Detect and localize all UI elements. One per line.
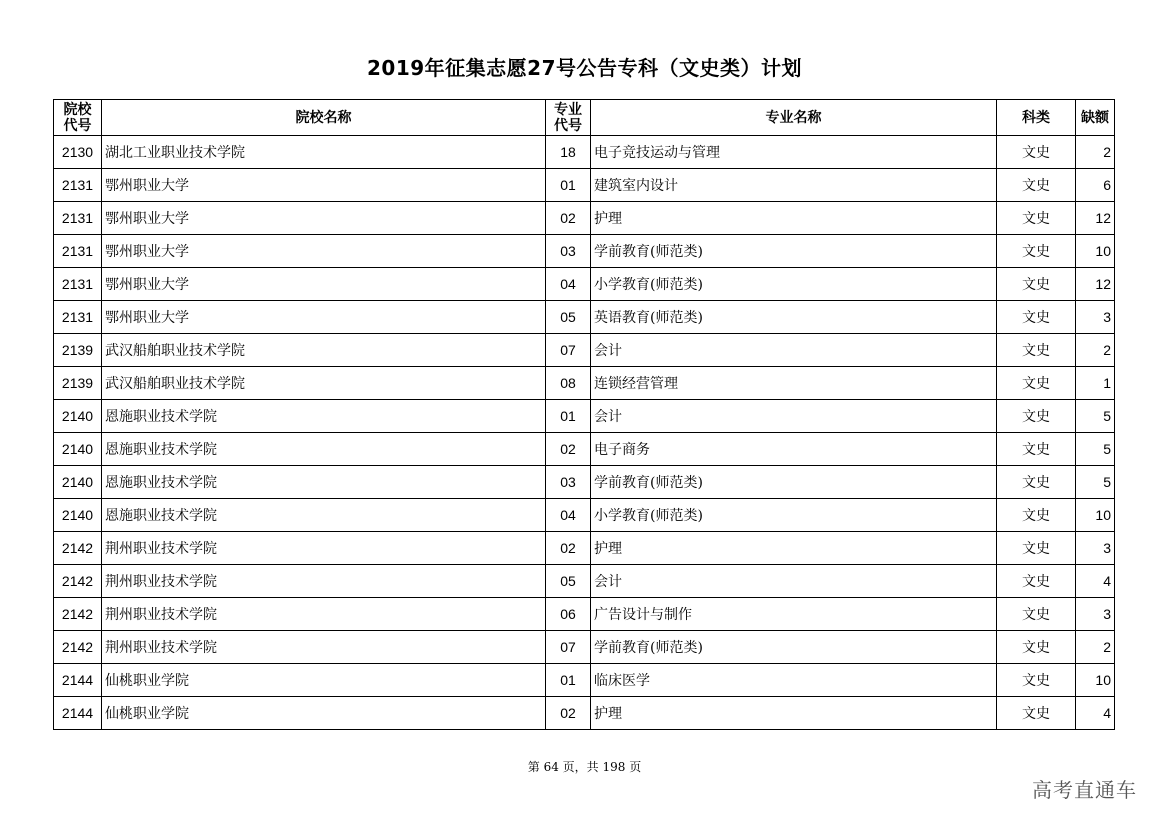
cell-vacancy: 12	[1076, 268, 1115, 301]
cell-major-code: 01	[546, 664, 591, 697]
cell-vacancy: 3	[1076, 598, 1115, 631]
cell-major-name: 会计	[591, 334, 997, 367]
cell-school-name: 武汉船舶职业技术学院	[102, 334, 546, 367]
cell-category: 文史	[997, 433, 1076, 466]
cell-major-code: 04	[546, 499, 591, 532]
cell-school-code: 2144	[54, 664, 102, 697]
cell-school-name: 恩施职业技术学院	[102, 499, 546, 532]
cell-category: 文史	[997, 532, 1076, 565]
table-row	[54, 367, 1115, 400]
cell-school-code: 2131	[54, 268, 102, 301]
table-row	[54, 433, 1115, 466]
cell-school-name: 鄂州职业大学	[102, 202, 546, 235]
cell-school-code: 2140	[54, 433, 102, 466]
cell-vacancy: 4	[1076, 697, 1115, 730]
cell-vacancy: 2	[1076, 136, 1115, 169]
cell-major-name: 学前教育(师范类)	[591, 466, 997, 499]
table-row	[54, 664, 1115, 697]
cell-school-name: 鄂州职业大学	[102, 268, 546, 301]
cell-major-code: 18	[546, 136, 591, 169]
header-school-code: 院校代号	[54, 100, 102, 136]
cell-school-code: 2130	[54, 136, 102, 169]
cell-major-code: 02	[546, 433, 591, 466]
cell-school-code: 2142	[54, 598, 102, 631]
cell-category: 文史	[997, 565, 1076, 598]
cell-category: 文史	[997, 466, 1076, 499]
cell-school-name: 荆州职业技术学院	[102, 631, 546, 664]
cell-major-code: 08	[546, 367, 591, 400]
cell-category: 文史	[997, 268, 1076, 301]
cell-major-name: 小学教育(师范类)	[591, 499, 997, 532]
cell-major-name: 小学教育(师范类)	[591, 268, 997, 301]
page-title: 2019年征集志愿27号公告专科（文史类）计划	[367, 56, 802, 80]
cell-vacancy: 6	[1076, 169, 1115, 202]
cell-major-code: 01	[546, 400, 591, 433]
cell-major-code: 07	[546, 334, 591, 367]
cell-school-name: 荆州职业技术学院	[102, 598, 546, 631]
cell-category: 文史	[997, 598, 1076, 631]
cell-school-code: 2131	[54, 169, 102, 202]
cell-school-code: 2140	[54, 400, 102, 433]
header-major-code: 专业代号	[546, 100, 591, 136]
cell-category: 文史	[997, 367, 1076, 400]
cell-school-code: 2142	[54, 631, 102, 664]
cell-major-code: 05	[546, 301, 591, 334]
table-row	[54, 499, 1115, 532]
cell-category: 文史	[997, 136, 1076, 169]
cell-major-name: 临床医学	[591, 664, 997, 697]
cell-school-name: 荆州职业技术学院	[102, 532, 546, 565]
cell-category: 文史	[997, 235, 1076, 268]
cell-vacancy: 3	[1076, 532, 1115, 565]
cell-major-name: 会计	[591, 400, 997, 433]
cell-vacancy: 12	[1076, 202, 1115, 235]
cell-school-name: 恩施职业技术学院	[102, 466, 546, 499]
cell-school-code: 2139	[54, 367, 102, 400]
cell-vacancy: 3	[1076, 301, 1115, 334]
table-row	[54, 565, 1115, 598]
cell-major-code: 06	[546, 598, 591, 631]
cell-major-name: 学前教育(师范类)	[591, 235, 997, 268]
cell-vacancy: 5	[1076, 433, 1115, 466]
table-row	[54, 235, 1115, 268]
cell-vacancy: 2	[1076, 334, 1115, 367]
cell-major-code: 03	[546, 466, 591, 499]
cell-major-name: 广告设计与制作	[591, 598, 997, 631]
plan-table	[53, 99, 1115, 730]
cell-major-name: 会计	[591, 565, 997, 598]
table-row	[54, 136, 1115, 169]
cell-vacancy: 2	[1076, 631, 1115, 664]
cell-vacancy: 10	[1076, 499, 1115, 532]
table-row	[54, 697, 1115, 730]
cell-school-name: 湖北工业职业技术学院	[102, 136, 546, 169]
header-vacancy: 缺额	[1076, 100, 1115, 136]
cell-school-code: 2131	[54, 202, 102, 235]
cell-school-code: 2142	[54, 532, 102, 565]
cell-major-name: 护理	[591, 202, 997, 235]
table-row	[54, 400, 1115, 433]
cell-major-name: 英语教育(师范类)	[591, 301, 997, 334]
cell-vacancy: 1	[1076, 367, 1115, 400]
cell-major-code: 03	[546, 235, 591, 268]
cell-school-code: 2140	[54, 499, 102, 532]
cell-major-name: 护理	[591, 697, 997, 730]
cell-school-code: 2142	[54, 565, 102, 598]
page-footer: 第 64 页，共 198 页	[527, 760, 642, 774]
cell-school-name: 武汉船舶职业技术学院	[102, 367, 546, 400]
table-row	[54, 532, 1115, 565]
cell-school-name: 恩施职业技术学院	[102, 433, 546, 466]
cell-major-code: 02	[546, 697, 591, 730]
table-row	[54, 169, 1115, 202]
cell-school-code: 2144	[54, 697, 102, 730]
cell-major-name: 电子商务	[591, 433, 997, 466]
cell-school-code: 2131	[54, 301, 102, 334]
table-row	[54, 268, 1115, 301]
cell-major-name: 连锁经营管理	[591, 367, 997, 400]
table-body	[54, 136, 1115, 730]
cell-school-name: 鄂州职业大学	[102, 301, 546, 334]
header-school-name: 院校名称	[102, 100, 546, 136]
cell-vacancy: 4	[1076, 565, 1115, 598]
cell-category: 文史	[997, 697, 1076, 730]
cell-major-code: 02	[546, 202, 591, 235]
cell-school-code: 2139	[54, 334, 102, 367]
table-row	[54, 631, 1115, 664]
table-header-row	[54, 100, 1115, 136]
cell-major-name: 护理	[591, 532, 997, 565]
cell-category: 文史	[997, 169, 1076, 202]
cell-school-name: 恩施职业技术学院	[102, 400, 546, 433]
header-category: 科类	[997, 100, 1076, 136]
cell-major-code: 02	[546, 532, 591, 565]
cell-category: 文史	[997, 499, 1076, 532]
cell-school-name: 鄂州职业大学	[102, 235, 546, 268]
cell-major-code: 05	[546, 565, 591, 598]
table-row	[54, 466, 1115, 499]
cell-major-name: 电子竞技运动与管理	[591, 136, 997, 169]
table-row	[54, 334, 1115, 367]
cell-school-name: 仙桃职业学院	[102, 664, 546, 697]
cell-vacancy: 5	[1076, 466, 1115, 499]
cell-school-name: 鄂州职业大学	[102, 169, 546, 202]
cell-major-name: 学前教育(师范类)	[591, 631, 997, 664]
table-row	[54, 202, 1115, 235]
cell-vacancy: 10	[1076, 235, 1115, 268]
cell-category: 文史	[997, 334, 1076, 367]
cell-category: 文史	[997, 301, 1076, 334]
cell-school-name: 荆州职业技术学院	[102, 565, 546, 598]
cell-vacancy: 10	[1076, 664, 1115, 697]
table-row	[54, 598, 1115, 631]
table-row	[54, 301, 1115, 334]
cell-category: 文史	[997, 631, 1076, 664]
cell-category: 文史	[997, 400, 1076, 433]
cell-major-code: 01	[546, 169, 591, 202]
header-major-name: 专业名称	[591, 100, 997, 136]
cell-school-code: 2140	[54, 466, 102, 499]
cell-major-code: 07	[546, 631, 591, 664]
cell-school-code: 2131	[54, 235, 102, 268]
cell-category: 文史	[997, 202, 1076, 235]
cell-vacancy: 5	[1076, 400, 1115, 433]
watermark-logo: 高考直通车	[1032, 778, 1137, 802]
cell-category: 文史	[997, 664, 1076, 697]
cell-major-name: 建筑室内设计	[591, 169, 997, 202]
cell-major-code: 04	[546, 268, 591, 301]
cell-school-name: 仙桃职业学院	[102, 697, 546, 730]
